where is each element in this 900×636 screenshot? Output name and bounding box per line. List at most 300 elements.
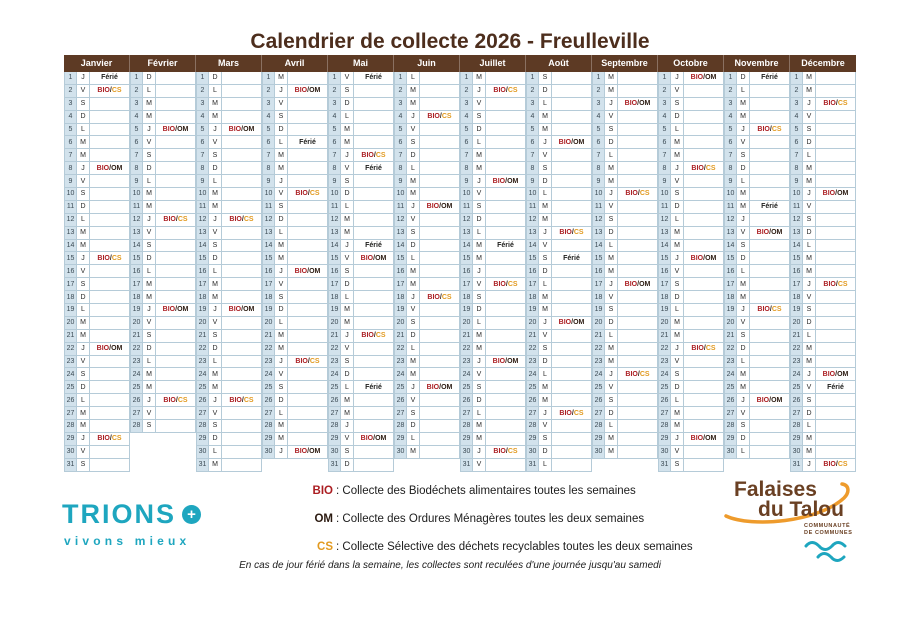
day-letter: L xyxy=(473,317,486,330)
empty-annotation xyxy=(156,111,196,124)
empty-annotation xyxy=(354,278,394,291)
day-row xyxy=(262,201,328,214)
day-letter: L xyxy=(605,330,618,343)
day-letter: V xyxy=(407,124,420,137)
day-number: 23 xyxy=(790,356,803,369)
cs-label: CS xyxy=(573,409,584,417)
day-row xyxy=(526,420,592,433)
day-number: 9 xyxy=(592,175,605,188)
ferie-label: Férié xyxy=(354,162,394,175)
day-letter: L xyxy=(737,265,750,278)
day-row xyxy=(460,175,526,188)
empty-annotation xyxy=(684,188,724,201)
day-number: 21 xyxy=(526,330,539,343)
day-letter: V xyxy=(143,407,156,420)
empty-annotation xyxy=(552,330,592,343)
day-row xyxy=(790,214,856,227)
day-row xyxy=(64,175,130,188)
day-row xyxy=(790,343,856,356)
day-letter: S xyxy=(143,149,156,162)
day-number: 2 xyxy=(658,85,671,98)
day-letter: M xyxy=(275,240,288,253)
day-number: 12 xyxy=(724,214,737,227)
bio-label: BIO xyxy=(756,396,770,404)
empty-annotation xyxy=(90,459,130,472)
empty-annotation xyxy=(90,98,130,111)
day-row xyxy=(526,188,592,201)
empty-annotation xyxy=(816,136,856,149)
day-number: 12 xyxy=(262,214,275,227)
day-row xyxy=(724,111,790,124)
day-letter: M xyxy=(605,356,618,369)
empty-annotation xyxy=(90,317,130,330)
cs-label: CS xyxy=(705,345,716,353)
day-number: 20 xyxy=(262,317,275,330)
empty-annotation xyxy=(618,356,658,369)
day-number: 11 xyxy=(460,201,473,214)
day-letter: M xyxy=(341,136,354,149)
day-row xyxy=(394,381,460,394)
empty-annotation xyxy=(222,459,262,472)
day-number: 15 xyxy=(130,252,143,265)
day-row xyxy=(658,407,724,420)
empty-annotation xyxy=(420,407,460,420)
day-letter: M xyxy=(341,394,354,407)
day-number: 30 xyxy=(64,446,77,459)
day-row xyxy=(130,356,196,369)
day-letter: M xyxy=(539,111,552,124)
empty-annotation xyxy=(750,317,790,330)
empty-annotation xyxy=(816,265,856,278)
day-number: 13 xyxy=(790,227,803,240)
day-row xyxy=(130,343,196,356)
day-number: 20 xyxy=(130,317,143,330)
day-number: 25 xyxy=(526,381,539,394)
month-header: Décembre xyxy=(790,55,856,72)
day-number: 22 xyxy=(724,343,737,356)
day-row xyxy=(328,111,394,124)
slash-separator: / xyxy=(373,435,376,443)
empty-annotation xyxy=(552,433,592,446)
day-row xyxy=(196,72,262,85)
month-column xyxy=(460,55,526,472)
empty-annotation xyxy=(618,446,658,459)
day-number: 2 xyxy=(328,85,341,98)
slash-separator: / xyxy=(835,280,838,288)
bio-label: BIO xyxy=(427,113,440,121)
day-row xyxy=(460,330,526,343)
day-number: 25 xyxy=(790,381,803,394)
day-letter: M xyxy=(539,201,552,214)
empty-annotation xyxy=(552,278,592,291)
day-row xyxy=(724,433,790,446)
bio-label: BIO xyxy=(97,254,110,262)
day-number: 24 xyxy=(790,368,803,381)
day-letter: L xyxy=(77,214,90,227)
day-letter: J xyxy=(605,368,618,381)
month-header: Juillet xyxy=(460,55,526,72)
day-letter: V xyxy=(143,317,156,330)
day-number: 18 xyxy=(64,291,77,304)
day-row xyxy=(196,407,262,420)
day-row xyxy=(64,433,130,446)
day-letter: V xyxy=(671,175,684,188)
empty-annotation xyxy=(288,252,328,265)
day-letter: V xyxy=(605,201,618,214)
day-number: 8 xyxy=(460,162,473,175)
day-row xyxy=(460,368,526,381)
day-number: 29 xyxy=(724,433,737,446)
day-number: 5 xyxy=(328,124,341,137)
bio-label: BIO xyxy=(625,370,638,378)
empty-annotation xyxy=(90,304,130,317)
day-row xyxy=(658,317,724,330)
empty-annotation xyxy=(684,111,724,124)
day-letter: L xyxy=(671,124,684,137)
day-letter: M xyxy=(737,291,750,304)
day-letter: J xyxy=(209,394,222,407)
day-letter: D xyxy=(143,343,156,356)
empty-annotation xyxy=(354,407,394,420)
day-letter: M xyxy=(77,149,90,162)
bio-label: BIO xyxy=(822,190,836,198)
day-letter: D xyxy=(539,265,552,278)
day-row xyxy=(460,433,526,446)
empty-annotation xyxy=(750,420,790,433)
day-number: 17 xyxy=(592,278,605,291)
day-letter: S xyxy=(341,446,354,459)
bio-label: BIO xyxy=(427,293,440,301)
empty-annotation xyxy=(618,85,658,98)
empty-annotation xyxy=(750,265,790,278)
day-letter: L xyxy=(209,85,222,98)
empty-annotation xyxy=(618,111,658,124)
bio-label: BIO xyxy=(558,319,572,327)
day-row xyxy=(790,85,856,98)
day-letter: L xyxy=(539,278,552,291)
empty-annotation xyxy=(156,98,196,111)
day-number: 9 xyxy=(196,175,209,188)
day-number: 29 xyxy=(592,433,605,446)
empty-annotation xyxy=(420,317,460,330)
slash-separator: / xyxy=(835,100,838,108)
day-row xyxy=(196,330,262,343)
day-number: 28 xyxy=(262,420,275,433)
day-number: 21 xyxy=(592,330,605,343)
empty-annotation xyxy=(750,240,790,253)
month-header: Juin xyxy=(394,55,460,72)
collection-label xyxy=(288,446,328,459)
day-number: 15 xyxy=(526,252,539,265)
day-letter: J xyxy=(473,356,486,369)
day-row xyxy=(64,278,130,291)
day-row xyxy=(724,420,790,433)
bio-label: BIO xyxy=(229,216,242,224)
day-letter: V xyxy=(803,201,816,214)
day-row xyxy=(394,227,460,240)
day-letter: M xyxy=(143,368,156,381)
day-letter: S xyxy=(539,162,552,175)
day-row xyxy=(658,214,724,227)
day-number: 16 xyxy=(724,265,737,278)
day-number: 17 xyxy=(64,278,77,291)
day-number: 14 xyxy=(658,240,671,253)
day-number: 23 xyxy=(460,356,473,369)
day-letter: S xyxy=(473,111,486,124)
empty-annotation xyxy=(90,278,130,291)
slash-separator: / xyxy=(175,306,178,314)
day-number: 25 xyxy=(394,381,407,394)
day-number: 2 xyxy=(526,85,539,98)
day-letter: M xyxy=(803,265,816,278)
slash-separator: / xyxy=(307,267,310,275)
cs-label: CS xyxy=(837,280,848,288)
day-number: 20 xyxy=(64,317,77,330)
day-number: 31 xyxy=(64,459,77,472)
day-number: 30 xyxy=(394,446,407,459)
day-row xyxy=(262,162,328,175)
day-row xyxy=(790,459,856,472)
day-number: 19 xyxy=(328,304,341,317)
day-number: 31 xyxy=(460,459,473,472)
day-number: 5 xyxy=(592,124,605,137)
trions-wordmark: TRIONS xyxy=(62,499,177,529)
empty-annotation xyxy=(684,291,724,304)
day-row xyxy=(262,188,328,201)
month-header: Septembre xyxy=(592,55,658,72)
day-number: 5 xyxy=(130,124,143,137)
day-row xyxy=(328,356,394,369)
day-row xyxy=(658,227,724,240)
empty-annotation xyxy=(750,188,790,201)
empty-annotation xyxy=(90,240,130,253)
day-row xyxy=(64,149,130,162)
day-letter: L xyxy=(341,201,354,214)
day-row xyxy=(658,330,724,343)
day-letter: L xyxy=(473,227,486,240)
day-number: 28 xyxy=(394,420,407,433)
day-number: 17 xyxy=(724,278,737,291)
day-letter: M xyxy=(473,149,486,162)
cs-label: CS xyxy=(837,100,848,108)
day-row xyxy=(790,136,856,149)
empty-annotation xyxy=(618,201,658,214)
day-letter: D xyxy=(407,330,420,343)
empty-annotation xyxy=(684,356,724,369)
empty-annotation xyxy=(288,162,328,175)
collection-label xyxy=(156,214,196,227)
day-letter: D xyxy=(341,98,354,111)
empty-annotation xyxy=(618,433,658,446)
day-row xyxy=(526,330,592,343)
day-number: 14 xyxy=(262,240,275,253)
day-row xyxy=(130,368,196,381)
day-number: 28 xyxy=(592,420,605,433)
month-header: Janvier xyxy=(64,55,130,72)
day-letter: D xyxy=(77,381,90,394)
day-row xyxy=(658,394,724,407)
empty-annotation xyxy=(420,175,460,188)
collection-label xyxy=(288,356,328,369)
day-number: 13 xyxy=(526,227,539,240)
slash-separator: / xyxy=(571,138,574,146)
empty-annotation xyxy=(420,330,460,343)
day-number: 23 xyxy=(394,356,407,369)
day-number: 30 xyxy=(262,446,275,459)
day-letter: M xyxy=(143,111,156,124)
collection-label xyxy=(354,149,394,162)
day-letter: M xyxy=(605,265,618,278)
om-label: OM xyxy=(309,267,321,275)
day-row xyxy=(460,188,526,201)
empty-annotation xyxy=(156,85,196,98)
bio-label: BIO xyxy=(229,396,242,404)
empty-annotation xyxy=(354,98,394,111)
empty-annotation xyxy=(486,252,526,265)
day-letter: V xyxy=(671,356,684,369)
day-letter: J xyxy=(77,252,90,265)
day-number: 27 xyxy=(130,407,143,420)
day-number: 16 xyxy=(592,265,605,278)
day-number: 3 xyxy=(526,98,539,111)
day-number: 14 xyxy=(130,240,143,253)
bio-label: BIO xyxy=(757,126,770,133)
empty-annotation xyxy=(420,227,460,240)
day-number: 25 xyxy=(328,381,341,394)
day-letter: J xyxy=(77,72,90,85)
day-letter: V xyxy=(605,291,618,304)
day-row xyxy=(262,111,328,124)
collection-label xyxy=(156,304,196,317)
empty-annotation xyxy=(750,381,790,394)
day-row xyxy=(724,201,790,214)
om-label: OM xyxy=(507,358,519,366)
day-number: 7 xyxy=(526,149,539,162)
month-column xyxy=(262,55,328,472)
empty-annotation xyxy=(156,136,196,149)
day-letter: D xyxy=(671,201,684,214)
day-letter: M xyxy=(143,291,156,304)
day-row xyxy=(526,149,592,162)
om-label: OM xyxy=(441,203,453,211)
slash-separator: / xyxy=(439,113,442,121)
empty-annotation xyxy=(816,72,856,85)
day-number: 14 xyxy=(526,240,539,253)
day-number: 23 xyxy=(64,356,77,369)
legend-line-om xyxy=(303,513,693,525)
day-letter: J xyxy=(143,304,156,317)
day-number: 1 xyxy=(724,72,737,85)
day-number: 30 xyxy=(592,446,605,459)
day-letter: V xyxy=(341,162,354,175)
day-number: 17 xyxy=(526,278,539,291)
empty-annotation xyxy=(684,317,724,330)
day-letter: J xyxy=(737,304,750,317)
day-row xyxy=(64,98,130,111)
collection-label xyxy=(684,343,724,356)
empty-annotation xyxy=(288,149,328,162)
month-column xyxy=(130,55,196,472)
slash-separator: / xyxy=(637,370,640,378)
day-row xyxy=(328,446,394,459)
empty-annotation xyxy=(552,265,592,278)
bio-label: BIO xyxy=(294,87,308,95)
day-number: 4 xyxy=(724,111,737,124)
day-row xyxy=(460,343,526,356)
day-number: 12 xyxy=(130,214,143,227)
day-row xyxy=(724,265,790,278)
day-number: 10 xyxy=(592,188,605,201)
day-letter: V xyxy=(341,72,354,85)
day-letter: J xyxy=(407,201,420,214)
day-row xyxy=(328,343,394,356)
day-letter: M xyxy=(341,227,354,240)
day-number: 15 xyxy=(328,252,341,265)
empty-annotation xyxy=(420,85,460,98)
day-letter: M xyxy=(671,240,684,253)
day-number: 28 xyxy=(790,420,803,433)
day-letter: V xyxy=(473,278,486,291)
day-row xyxy=(724,149,790,162)
day-number: 29 xyxy=(658,433,671,446)
day-row xyxy=(724,188,790,201)
legend xyxy=(303,485,693,569)
cs-label: CS xyxy=(837,461,848,469)
trions-plus-icon xyxy=(182,505,201,524)
empty-annotation xyxy=(486,149,526,162)
slash-separator: / xyxy=(175,396,178,404)
empty-annotation xyxy=(288,330,328,343)
day-row xyxy=(724,330,790,343)
day-row xyxy=(592,278,658,291)
day-letter: L xyxy=(737,85,750,98)
day-number: 18 xyxy=(790,291,803,304)
day-number: 11 xyxy=(64,201,77,214)
empty-annotation xyxy=(684,459,724,472)
day-letter: V xyxy=(803,381,816,394)
day-number: 7 xyxy=(394,149,407,162)
day-row xyxy=(658,85,724,98)
day-letter: L xyxy=(473,407,486,420)
empty-annotation xyxy=(420,252,460,265)
day-number: 16 xyxy=(526,265,539,278)
day-row xyxy=(130,201,196,214)
empty-annotation xyxy=(816,317,856,330)
empty-annotation xyxy=(156,188,196,201)
day-row xyxy=(526,175,592,188)
empty-annotation xyxy=(354,394,394,407)
day-number: 21 xyxy=(460,330,473,343)
day-row xyxy=(460,278,526,291)
day-letter: V xyxy=(473,98,486,111)
day-letter: V xyxy=(77,446,90,459)
day-row xyxy=(196,201,262,214)
day-letter: S xyxy=(341,85,354,98)
day-letter: M xyxy=(539,381,552,394)
day-letter: M xyxy=(407,278,420,291)
cs-label: CS xyxy=(441,113,452,121)
slash-separator: / xyxy=(373,254,376,262)
day-row xyxy=(526,291,592,304)
falaises-subtitle xyxy=(804,523,874,536)
day-letter: M xyxy=(737,111,750,124)
day-row xyxy=(64,356,130,369)
cs-label: CS xyxy=(177,216,188,224)
slash-separator: / xyxy=(175,216,178,224)
day-row xyxy=(526,72,592,85)
day-row xyxy=(658,188,724,201)
empty-annotation xyxy=(816,291,856,304)
